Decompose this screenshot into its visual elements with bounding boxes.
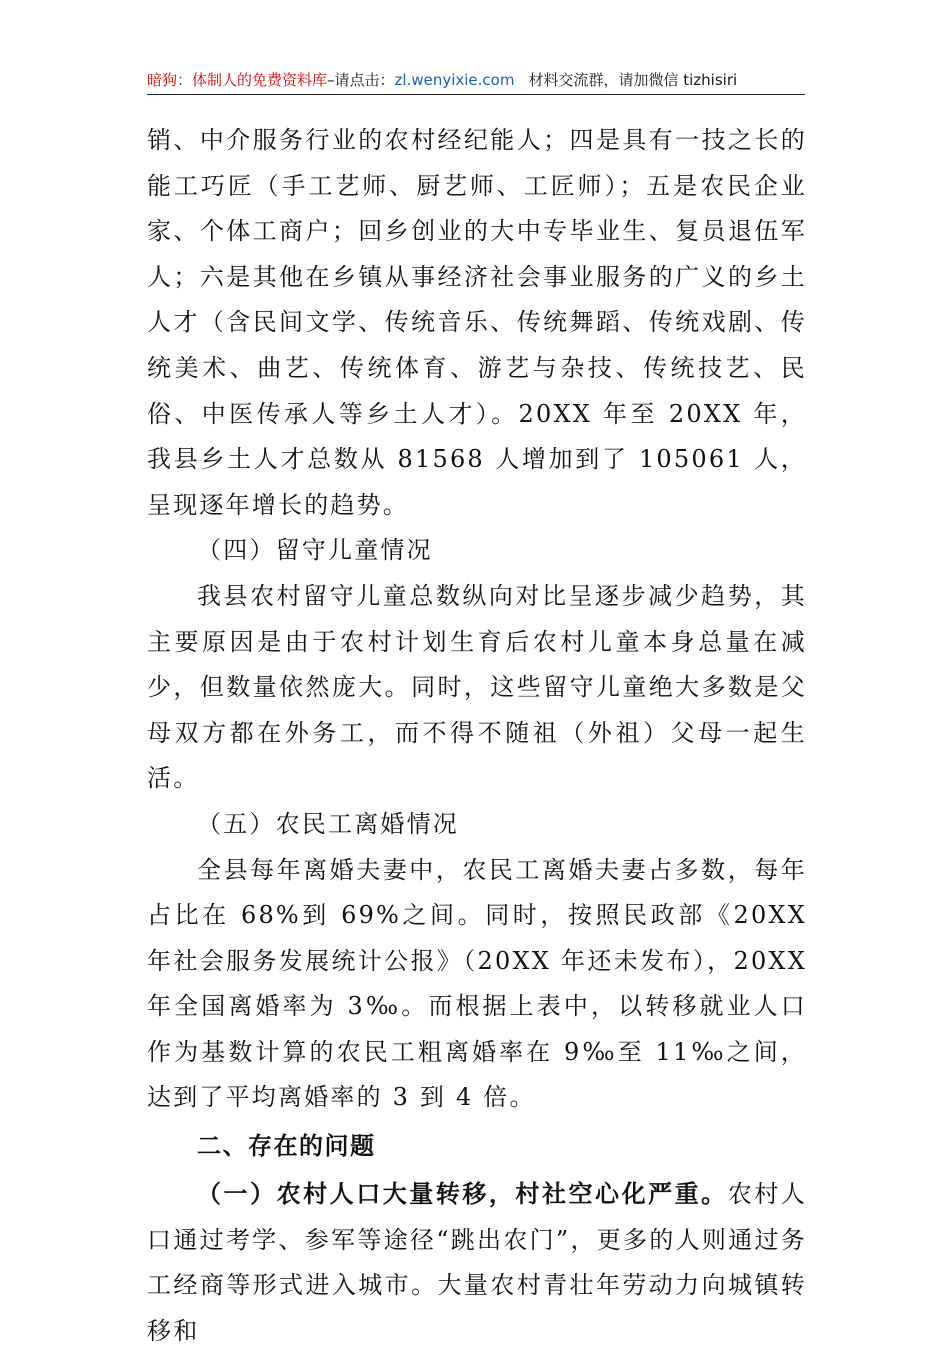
heading-left-behind-children: （四）留守儿童情况 [197, 536, 433, 565]
contact-info: 材料交流群，请加微信 tizhisiri [528, 71, 738, 89]
site-url-link[interactable]: zl.wenyixie.com [394, 71, 515, 89]
page-header [147, 66, 805, 95]
heading-migrant-divorce: （五）农民工离婚情况 [197, 809, 459, 838]
section-title-problems: 二、存在的问题 [197, 1132, 376, 1161]
site-name: 暗狗：体制人的免费资料库 [147, 71, 328, 89]
document-body [147, 118, 807, 1354]
paragraph-talent: 销、中介服务行业的农村经纪能人；四是具有一技之长的能工巧匠（手工艺师、厨艺师、工匠师）；五是农民企业家、个体工商户；回乡创业的大中专毕业生、复员退伍军人；六是其他在乡镇从事经济社会事业服务的广义的乡土人才（含民间文学、传统音乐、传统舞蹈、传统戏剧、传统美术、曲艺、传统体育、游艺与杂技、传统技艺、民俗、中医传承人等乡土人才）。20XX 年至 20XX 年，我县乡土人才总数从 81568 人增加到了 105061 人，呈现逐年增长的趋势。 [147, 126, 807, 519]
paragraph-migrant-divorce: 全县每年离婚夫妻中，农民工离婚夫妻占多数，每年占比在 68%到 69%之间。同时，按照民政部《20XX 年社会服务发展统计公报》（20XX 年还未发布），20XX 年全国离婚率为 3‰。而根据上表中，以转移就业人口作为基数计算的农民工粗离婚率在 9‰至 11‰之间，达到了平均离婚率的 3 到 4 倍。 [147, 855, 807, 1112]
paragraph-left-behind-children: 我县农村留守儿童总数纵向对比呈逐步减少趋势，其主要原因是由于农村计划生育后农村儿童本身总量在减少，但数量依然庞大。同时，这些留守儿童绝大多数是父母双方都在外务工，而不得不随祖（外祖）父母一起生活。 [147, 581, 807, 793]
paragraph-lead-bold: （一）农村人口大量转移，村社空心化严重。 [197, 1179, 728, 1209]
paragraph-population-transfer [147, 1171, 807, 1354]
paragraph-rest: 农村人口通过考学、参军等途径“跳出农门”，更多的人则通过务工经商等形式进入城市。大量农村青壮年劳动力向城镇转移和 [147, 1180, 807, 1345]
click-prompt: –请点击： [327, 71, 395, 89]
